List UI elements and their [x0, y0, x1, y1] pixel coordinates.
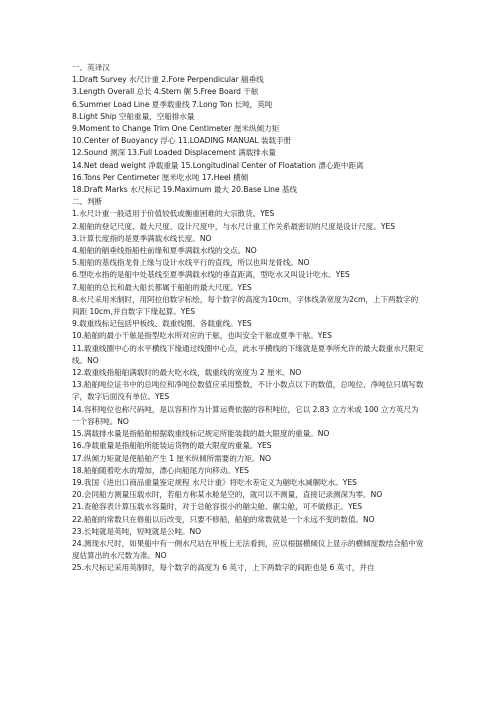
judgement-list	[72, 208, 424, 574]
section-title-judgement: 二、判断	[72, 197, 103, 207]
translation-item: 1.Draft Survey 水尺计重 2.Fore Perpendicular 艏垂线	[72, 75, 264, 85]
judgement-item: 17.纵倾力矩就是使船舶产生 1 厘米纵倾所需要的力矩。NO	[72, 453, 271, 463]
judgement-item: 22.船舶的常数只在修船以后改变，只要不修船，船舶的常数就是一个永远不变的数值。NO	[72, 514, 375, 524]
judgement-item: 10.船舶的最小干舷是指型吃水所对应的干舷，也叫安全干舷或夏季干舷。YES	[72, 331, 332, 341]
judgement-item: 7.船舶的总长和最大船长都属于船舶的最大尺度。YES	[72, 282, 252, 292]
judgement-item: 9.载重线标记包括甲板线、载重线圈、各载重线。YES	[72, 319, 252, 329]
judgement-item: 8.水尺采用米制时，用阿拉伯数字标绘，每个数字的高度为10cm，字体线条宽度为2cm，上下两数字的间距 10cm,并自数字下缘起算。YES	[72, 294, 419, 317]
document-page	[72, 62, 424, 575]
judgement-item: 14.容积吨位也称尺码吨，是以容积作为计算运费依据的容积吨位，它以 2.83 立方米或 100 立方英尺为一个容积吨。NO	[72, 404, 419, 426]
translation-item: 3.Length Overall 总长 4.Stern 艉 5.Free Board 干舷	[72, 87, 259, 97]
translation-list	[72, 74, 424, 196]
translation-item: 12.Sound 测深 13.Full Loaded Displacement 满载排水量	[72, 148, 276, 158]
translation-item: 18.Draft Marks 水尺标记 19.Maximum 最大 20.Base Line 基线	[72, 185, 297, 195]
judgement-item: 11.载重线圈中心的水平横线下缘通过线圈中心点，此水平横线的下缘就是夏季所允许的最大载重水尺限定线。NO	[72, 343, 424, 365]
judgement-item: 12.载重线指船舶满载时的最大吃水线，载重线的宽度为 2 厘米。NO	[72, 368, 302, 378]
section-title-translation: 一、英译汉	[72, 63, 110, 72]
judgement-item: 13.船舶吨位证书中的总吨位和净吨位数值应采用整数，不计小数点以下的数值，总吨位、净吨位只填写数字，数字后面没有单位。YES	[72, 380, 424, 402]
judgement-item: 25.水尺标记采用英制时，每个数字的高度为 6 英寸，上下两数字的间距也是 6 英寸，并自	[72, 563, 375, 573]
judgement-item: 3.计算长度指的是夏季满载水线长度。NO	[72, 233, 212, 243]
judgement-item: 24.测现水尺时，如果船中有一侧水尺站在甲板上无法看到，应以根据横倾仪上显示的横倾度数结合船中宽度估算出的水尺数为准。NO	[72, 538, 424, 561]
judgement-item: 5.船舶的基线指龙骨上缘与设计水线平行的直线，所以也叫龙骨线。NO	[72, 258, 310, 268]
judgement-item: 20.会同船方测量压载水时，若船方称某水舱是空的，就可以不测量，直接记录测深为零。NO	[72, 490, 383, 500]
judgement-item: 1.水尺计重一般适用于价值较低或衡重困难的大宗散货。YES	[72, 209, 275, 219]
translation-item: 8.Light Ship 空船重量，空船排水量	[72, 111, 195, 121]
judgement-item: 19.我国《进出口商品重量鉴定规程 水尺计重》将吃水差定义为艏吃水减艉吃水。YES	[72, 477, 357, 487]
judgement-item: 23.长吨就是英吨，短吨就是公吨。NO	[72, 526, 202, 536]
judgement-item: 18.船舶随着吃水的增加，漂心向船尾方向移动。YES	[72, 465, 249, 475]
judgement-item: 2.船舶的登记尺度、最大尺度、设计尺度中，与水尺计重工作关系最密切的尺度是设计尺度。YES	[72, 221, 395, 231]
judgement-item: 15.满载排水量是指船舶根据载重线标记规定所能装载的最大限度的重量。NO	[72, 429, 330, 439]
judgement-item: 21.查舱容表计算压载水容量时，对于总舱容很小的艏尖舱、艉尖舱，可不做修正。YES	[72, 502, 363, 512]
translation-item: 10.Center of Buoyancy 浮心 11.LOADING MANUAL 装载手册	[72, 136, 292, 146]
translation-item: 6.Summer Load Line 夏季载重线 7.Long Ton 长吨，英吨	[72, 99, 273, 109]
translation-item: 14.Net dead weight 净载重量 15.Longitudinal Center of Floatation 漂心距中距离	[72, 160, 364, 170]
judgement-item: 16.净载重量是指船舶所能装运货物的最大限度的重量。YES	[72, 441, 272, 451]
translation-item: 9.Moment to Change Trim One Centimeter 厘米纵倾力矩	[72, 124, 280, 134]
judgement-item: 6.型吃水指的是船中处基线至夏季满载水线的垂直距离，型吃水又叫设计吃水。YES	[72, 270, 350, 280]
translation-item: 16.Tons Per Centimeter 厘米吃水吨 17.Heel 横倾	[72, 172, 249, 182]
judgement-item: 4.船舶的艏垂线指船柱前缘和夏季满载水线的交点。NO	[72, 246, 257, 256]
